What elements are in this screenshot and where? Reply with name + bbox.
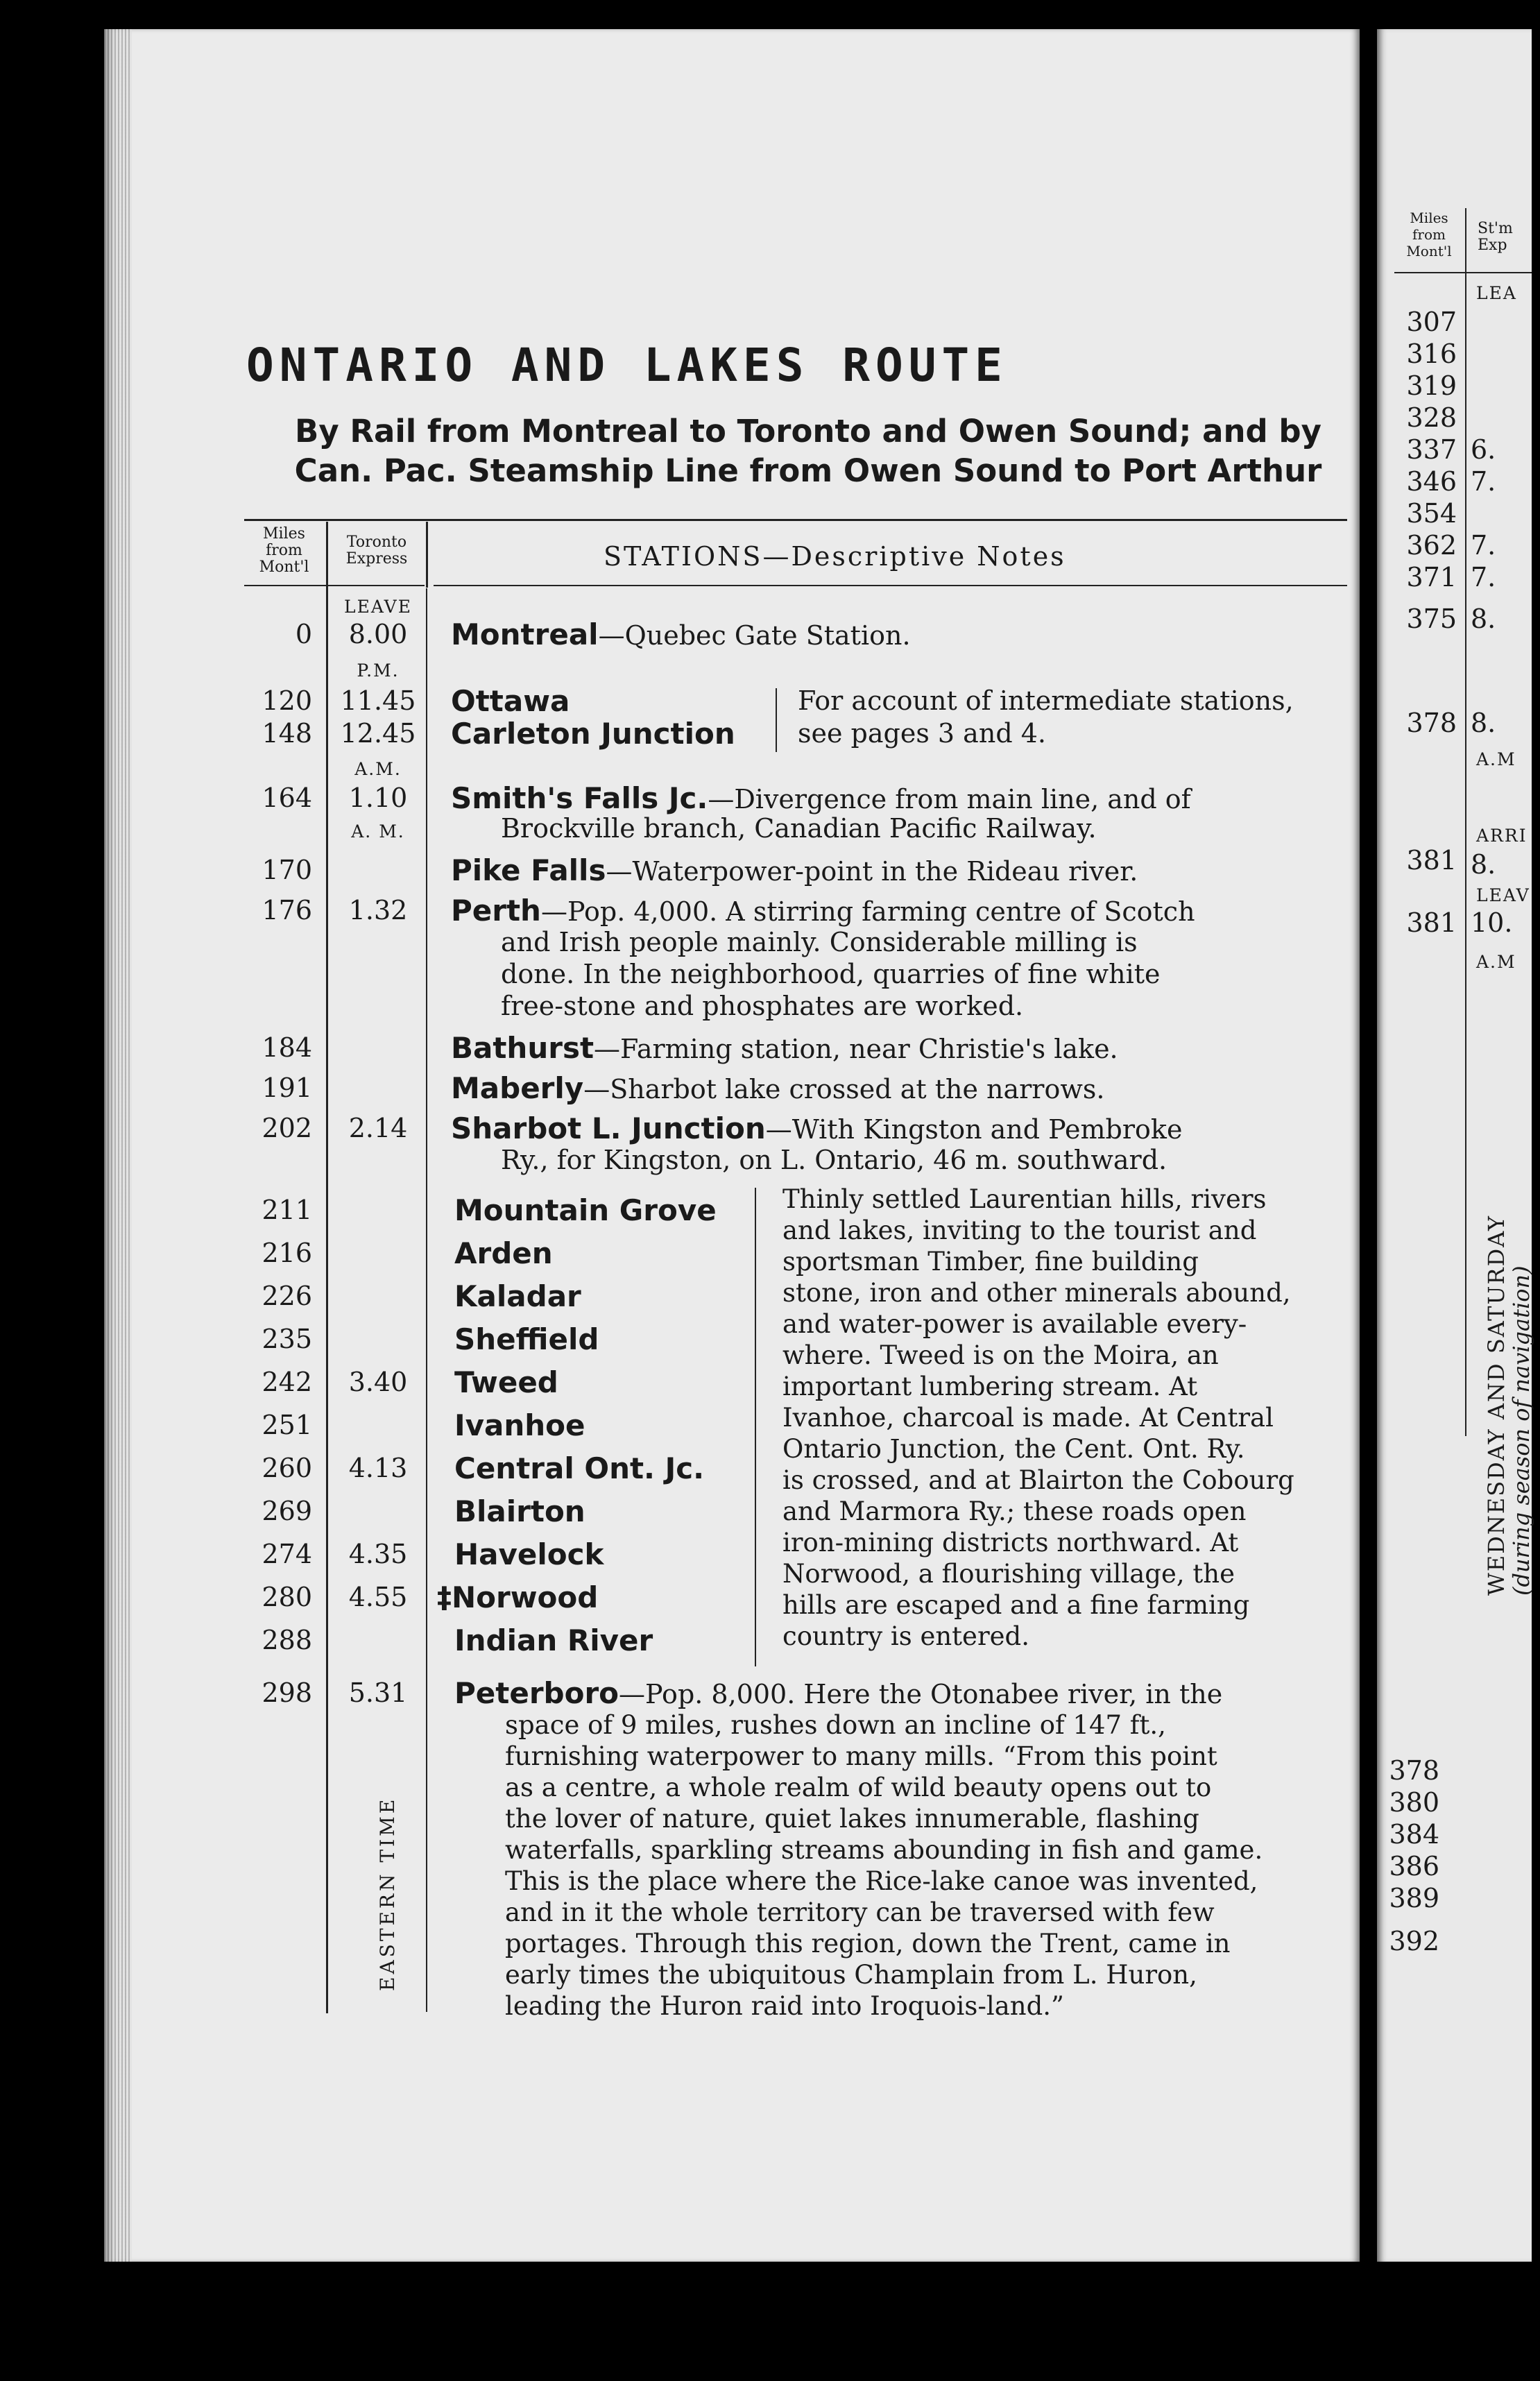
- station-name: Arden: [454, 1236, 553, 1270]
- station-note: —Farming station, near Christie's lake.: [594, 1034, 1118, 1064]
- station-note: —Quebec Gate Station.: [598, 620, 911, 651]
- right-lower-miles: 378: [1389, 1755, 1439, 1786]
- miles-cell: 184: [262, 1032, 312, 1063]
- right-vertical-days: WEDNESDAY AND SATURDAY: [1483, 1214, 1509, 1596]
- time-cell: 5.31: [348, 1678, 408, 1708]
- miles-cell: 148: [262, 718, 312, 749]
- right-miles: 307: [1406, 307, 1457, 337]
- header-rule-right: [434, 585, 1347, 586]
- miles-cell: 0: [295, 619, 312, 649]
- station-note: —Waterpower-point in the Rideau river.: [606, 856, 1138, 887]
- miles-cell: 191: [262, 1073, 312, 1103]
- miles-cell: 280: [262, 1582, 312, 1612]
- miles-cell: 242: [262, 1367, 312, 1397]
- miles-cell: 298: [262, 1678, 312, 1708]
- station-name: Central Ont. Jc.: [454, 1451, 705, 1485]
- station-name: Perth: [451, 894, 541, 928]
- right-miles: 328: [1406, 402, 1457, 433]
- right-miles: 381: [1406, 907, 1457, 938]
- right-lower-miles: 389: [1389, 1883, 1439, 1913]
- time-cell: 8.00: [348, 619, 408, 649]
- station-name: Peterboro: [454, 1676, 619, 1710]
- station-name: Smith's Falls Jc.: [451, 781, 708, 815]
- station-name: Indian River: [454, 1623, 653, 1657]
- right-time: 7.: [1471, 562, 1496, 592]
- station-note: —With Kingston and Pembroke: [765, 1114, 1183, 1145]
- miles-cell: 211: [262, 1195, 312, 1225]
- am-label: A.M.: [354, 759, 402, 779]
- station-name: Carleton Junction: [451, 717, 735, 751]
- station-name: Bathurst: [451, 1031, 594, 1065]
- station-name: Montreal: [451, 617, 599, 651]
- right-time: 7.: [1471, 530, 1496, 561]
- station-name: Maberly: [451, 1071, 584, 1105]
- leave-label: LEAVE: [344, 597, 412, 617]
- page-title: ONTARIO AND LAKES ROUTE: [246, 339, 1008, 392]
- time-cell: 12.45: [340, 718, 416, 749]
- right-miles: 378: [1406, 708, 1457, 738]
- ottawa-note-line-1: For account of intermediate stations,: [798, 685, 1294, 716]
- perth-note-line: done. In the neighborhood, quarries of fine white: [501, 959, 1161, 989]
- right-lower-miles: 386: [1389, 1851, 1439, 1881]
- station-row: [451, 617, 911, 651]
- time-cell: 1.32: [348, 895, 408, 925]
- right-header-miles: Miles from Mont'l: [1406, 210, 1452, 259]
- station-note: —Divergence from main line, and of: [708, 784, 1191, 814]
- time-cell: 4.55: [348, 1582, 408, 1612]
- right-miles: 354: [1406, 498, 1457, 529]
- time-cell: 11.45: [340, 685, 416, 716]
- table-top-rule: [244, 519, 1347, 521]
- right-vertical-season: (during season of navigation): [1508, 1265, 1534, 1596]
- time-cell: 4.13: [348, 1453, 408, 1483]
- station-row: [451, 1071, 1104, 1105]
- pm-label: P.M.: [357, 660, 400, 681]
- station-name: Tweed: [454, 1365, 558, 1399]
- miles-cell: 164: [262, 783, 312, 813]
- right-time: 8.: [1471, 849, 1496, 880]
- station-name: Mountain Grove: [454, 1193, 717, 1227]
- group-note-divider: [755, 1188, 756, 1666]
- time-cell: 4.35: [348, 1539, 408, 1569]
- station-name: Havelock: [454, 1537, 604, 1571]
- right-am-label: A.M: [1476, 749, 1516, 769]
- subtitle-line-2: Can. Pac. Steamship Line from Owen Sound to Port Arthur: [294, 452, 1322, 489]
- right-am-label: A.M: [1476, 952, 1516, 972]
- station-note: —Pop. 8,000. Here the Otonabee river, in the: [619, 1679, 1223, 1709]
- time-cell: 3.40: [348, 1367, 408, 1397]
- page-edge: [104, 29, 132, 2262]
- miles-cell: 235: [262, 1324, 312, 1354]
- miles-cell: 170: [262, 855, 312, 885]
- right-miles: 381: [1406, 845, 1457, 876]
- miles-cell: 226: [262, 1281, 312, 1311]
- right-time: 7.: [1471, 466, 1496, 497]
- right-header-rule: [1394, 272, 1532, 273]
- right-time: 8.: [1471, 708, 1496, 738]
- station-note: —Pop. 4,000. A stirring farming centre of Scotch: [540, 896, 1195, 927]
- right-miles: 316: [1406, 339, 1457, 369]
- station-row: [451, 1031, 1118, 1065]
- column-divider-2-top: [426, 522, 428, 588]
- right-lower-miles: 384: [1389, 1819, 1439, 1850]
- station-row: [451, 1111, 1182, 1145]
- station-name: Sheffield: [454, 1322, 599, 1356]
- am-label: A. M.: [351, 821, 405, 842]
- header-rule-left: [244, 585, 425, 586]
- right-header-express: St'm Exp: [1478, 220, 1513, 254]
- right-miles: 362: [1406, 530, 1457, 561]
- perth-note-line: and Irish people mainly. Considerable milling is: [501, 927, 1138, 957]
- right-lower-miles: 392: [1389, 1926, 1439, 1956]
- miles-cell: 260: [262, 1453, 312, 1483]
- station-name: Ivanhoe: [454, 1408, 585, 1442]
- right-miles: 319: [1406, 370, 1457, 401]
- station-name: Kaladar: [454, 1279, 581, 1313]
- column-divider-2: [426, 588, 427, 2012]
- sharbot-note-line: Ry., for Kingston, on L. Ontario, 46 m. southward.: [501, 1145, 1167, 1175]
- column-divider-1: [326, 522, 328, 2013]
- perth-note-line: free-stone and phosphates are worked.: [501, 991, 1024, 1021]
- right-arrive-label: ARRI: [1476, 826, 1528, 846]
- time-cell: 1.10: [348, 783, 408, 813]
- station-note: —Sharbot lake crossed at the narrows.: [583, 1074, 1105, 1104]
- right-leave-label: LEA: [1476, 283, 1517, 303]
- station-name: Pike Falls: [451, 853, 606, 887]
- time-cell: 2.14: [348, 1113, 408, 1143]
- miles-cell: 202: [262, 1113, 312, 1143]
- right-miles: 337: [1406, 434, 1457, 465]
- right-time: 10.: [1471, 907, 1513, 938]
- miles-cell: 288: [262, 1625, 312, 1655]
- eastern-time-label: EASTERN TIME: [376, 1796, 399, 1991]
- subtitle-line-1: By Rail from Montreal to Toronto and Owen Sound; and by: [295, 413, 1321, 450]
- station-note: Brockville branch, Canadian Pacific Railway.: [501, 813, 1097, 844]
- peterboro-note: space of 9 miles, rushes down an incline of 147 ft., furnishing waterpower to many mills. “From this point as a centre, a whole realm of wild beauty opens out to the lover of nature, quiet lakes innumerable, flashing waterfalls, sparkling streams abounding in fish and game. This is the place where the Rice-lake canoe was invented, and in it the whole territory can be traversed with few portages. Through this region, down the Trent, came in early times the ubiquitous Champlain from L. Huron, leading the Huron raid into Iroquois-land.”: [505, 1710, 1263, 2021]
- ottawa-note-divider: [776, 688, 777, 752]
- right-lower-miles: 380: [1389, 1787, 1439, 1818]
- miles-cell: 269: [262, 1496, 312, 1526]
- station-row: [451, 894, 1195, 928]
- header-stations: STATIONS—Descriptive Notes: [604, 541, 1066, 572]
- station-name: ‡Norwood: [437, 1580, 599, 1614]
- miles-cell: 120: [262, 685, 312, 716]
- laurentian-note: Thinly settled Laurentian hills, rivers and lakes, inviting to the tourist and sportsman Timber, fine building stone, iron and other minerals abound, and water-power is available every- where. Tweed is on the Moira, an important lumbering stream. At Ivanhoe, charcoal is made. At Central Ontario Junction, the Cent. Ont. Ry. is crossed, and at Blairton the Cobourg and Marmora Ry.; these roads open iron-mining districts northward. At Norwood, a flourishing village, the hills are escaped and a fine farming country is entered.: [782, 1184, 1294, 1651]
- station-row: [451, 853, 1138, 887]
- header-miles: Miles from Mont'l: [259, 525, 309, 576]
- miles-cell: 216: [262, 1238, 312, 1268]
- station-name: Sharbot L. Junction: [451, 1111, 766, 1145]
- station-row: [454, 1676, 1222, 1710]
- ottawa-note-line-2: see pages 3 and 4.: [798, 718, 1046, 749]
- right-time: 6.: [1471, 434, 1496, 465]
- miles-cell: 176: [262, 895, 312, 925]
- right-miles: 371: [1406, 562, 1457, 592]
- miles-cell: 274: [262, 1539, 312, 1569]
- right-column-divider: [1465, 208, 1466, 1436]
- right-time: 8.: [1471, 604, 1496, 634]
- right-leave-label: LEAV: [1476, 885, 1530, 905]
- station-row: [451, 781, 1191, 815]
- right-miles: 346: [1406, 466, 1457, 497]
- miles-cell: 251: [262, 1410, 312, 1440]
- station-name: Blairton: [454, 1494, 585, 1528]
- header-express: Toronto Express: [345, 534, 408, 567]
- right-miles: 375: [1406, 604, 1457, 634]
- station-name: Ottawa: [451, 684, 570, 718]
